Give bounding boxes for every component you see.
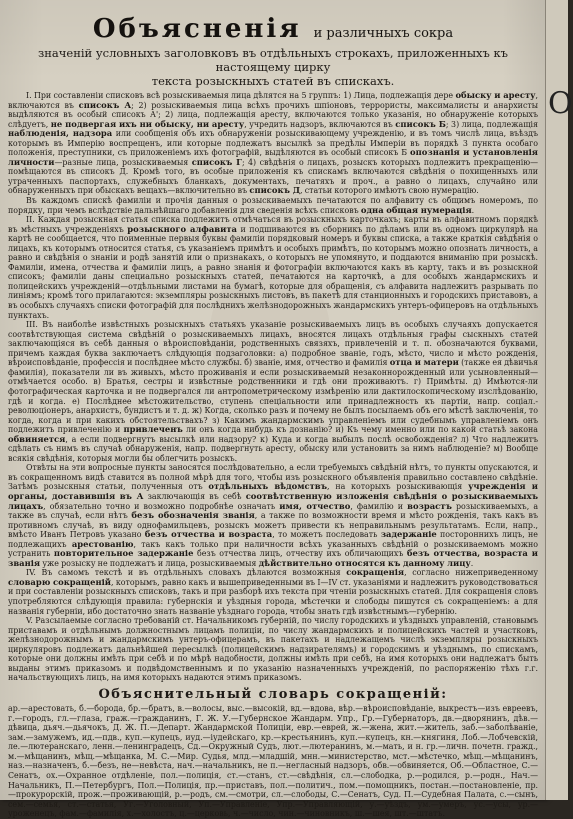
text-run: IV. Въ самомъ текстѣ и въ отдѣльныхъ словахъ дѣлаются возможныя (26, 568, 341, 578)
adjacent-page-edge (545, 0, 573, 800)
text-run: , а также по возможности время и мѣсто рожденія, такъ какъ въ противномъ случаѣ, въ виду однофамильцевъ, розыскъ можетъ привести къ неправильнымъ результатамъ. Если, напр., вмѣсто Иванъ Петровъ указано (8, 511, 538, 540)
text-run: шпіоновъ, террористы, максималисты и анархисты выдѣляются въ особый списокъ А'; 2) лица, подлежащія аресту, включаются только указанія, но обнаруженіе которыхъ слѣдуетъ, (8, 100, 539, 129)
text-run: , такъ какъ только при наличности всѣхъ указанныхъ свѣдѣній о розыскиваемомъ можно устранить (8, 539, 538, 559)
paragraph-III (8, 320, 538, 463)
text-run: , которымъ, равно какъ и вышеприведенными въ I—IV ст. указаніями и надлежитъ руководствоваться и при составленіи розыскныхъ списковъ, такъ и при разборѣ ихъ текста при чтеніи розыскныхъ статей. Для сокращенія словъ употребляются слѣдующія правила: губернскія и уѣздныя города, мѣстечки и слободы пишутся съ сокращеніемъ: а для названія губерніи, ибо достаточно знать названіе уѣзднаго города, чтобы знать гдѣ извѣстнымъ—губернію. (8, 577, 539, 616)
text-run: , то можетъ последовать (272, 530, 378, 540)
emphasis: списокъ Г (191, 156, 242, 167)
emphasis: отца и матери (389, 357, 459, 368)
emphasis: списокъ Б (395, 118, 446, 129)
emphasis: обыску и аресту (455, 90, 536, 100)
emphasis: соотвѣтственную изложенія свѣдѣнія о розыскиваемыхъ лицахъ (8, 490, 538, 511)
text-run: , обязательно точно и возможно подробнѣе означать (43, 501, 276, 511)
text-run: розыскиваемыхъ, а также въ случаѣ, если нѣтъ (8, 501, 539, 521)
paragraph-II (8, 215, 538, 320)
emphasis: наблюденія, надзора (8, 128, 113, 139)
text-run: и подшиваются въ сборникъ по дѣламъ или въ одномъ циркулярѣ на картѣ не сообщается, что поименные первыя буквы фамиліи порядковый номеръ и буквы списка, а также краткія свѣдѣнія о лицахъ, къ которымъ относится статья, съ указаніемъ примѣтъ и особыхъ примѣтъ, по которымъ можно опознать личность, а равно и свѣдѣнія о знаніи и родѣ занятій или о признакахъ, о которыхъ не упомянуто, и поддаются вниманію при розыскѣ. Фамиліи, имена, отчества и фамиліи лицъ, а равно знанія и фотографіи включаются какъ въ карту, такъ и въ розыскной списокъ; фамиліи даны специально розыскныхъ статей, печатаются на карточкѣ, а для особыхъ жандармскихъ и полицейскихъ учрежденій—отдѣльными листами на бумагѣ, которые для обращенія, съ алфавита надлежитъ разрывать по линіямъ; кромѣ того прилагаются: экземпляры розыскныхъ листовъ, въ пакетѣ для станционныхъ и городскихъ приставовъ, а въ особыхъ случаяхъ списки фотографій для послѣднихъ желѣзнодорожныхъ жандармскихъ унтеръ-офицеровъ на отдѣльныхъ пунктахъ. (8, 224, 538, 320)
emphasis: не подвергая ихъ ни обыску, ни аресту (50, 118, 245, 129)
emphasis: дѣйствительно относятся къ данному лицу (258, 557, 471, 568)
text-run: ; 4) свѣдѣнія о лицахъ, розыскъ которыхъ подлежитъ прекращенію—помѣщаются въ списокъ Д. Кромѣ того, въ особые приложенія къ спискамъ включаются свѣдѣнія о похищенныхъ или утраченныхъ паспортахъ, служебныхъ бланкахъ, документахъ, печатяхъ и проч., а равно о лицахъ, случайно или обнаруженныхъ при обыскахъ вещахъ—включительно въ (8, 157, 538, 196)
emphasis: возрастъ (407, 500, 452, 511)
text-run: заключающія въ себѣ (147, 491, 242, 501)
text-run: ; 2) розыскиваемыя лица всѣхъ прочихъ (131, 100, 310, 110)
emphasis: повторительное задержаніе (53, 548, 194, 559)
text-run: II. Каждая розыскная статья списка подлежитъ отмѣчаться въ розыскныхъ карточкахъ; карты въ алфавитномъ порядкѣ въ мѣстныхъ учрежденіяхъ (8, 215, 538, 234)
adjacent-page-glyph: О (548, 86, 573, 121)
text-run: , включаются въ (8, 91, 539, 110)
subtitle-line-2: текста розыскныхъ статей въ спискахъ. (151, 74, 395, 88)
emphasis: одна общая нумерація (360, 204, 472, 215)
text-run: I. При составленіи списковъ всѣ розыскиваемыя лица дѣлятся на 5 группъ: (26, 91, 341, 100)
emphasis: арестованію (71, 538, 134, 549)
text-run: ; 3) лица, подлежащія (445, 119, 539, 129)
text-run: или сообщенія объ ихъ обнаруженіи розыскивающему учрежденію, и въ томъ числѣ лица, въѣздъ которымъ въ Имперію воспрещенъ, или которые подлежатъ высылкѣ за предѣлы Имперіи въ порядкѣ 3 пункта особаго положенія, преступники, съ приложеніемъ ихъ фотографій, выдѣляются въ особый списокъ Б (8, 129, 538, 158)
text-run: 1) Лица, подлежащія дере (343, 91, 454, 100)
paragraph-I (8, 91, 538, 196)
emphasis: обвиняется (8, 433, 66, 444)
title-rest: и различныхъ сокра (313, 26, 454, 41)
text-run: —разные лица, розыскиваемыя (54, 157, 189, 167)
emphasis: безъ отчества и возраста (144, 529, 273, 540)
text-run: уже розыску не подлежатъ и лица, розыскиваемыя (42, 558, 257, 568)
emphasis: списокъ А (78, 99, 132, 110)
emphasis: задержаніе (380, 529, 437, 540)
emphasis: сокращенія (346, 567, 405, 578)
text-run: , фамилію и (350, 501, 403, 511)
text-run: III. Въ наиболѣе извѣстныхъ розыскныхъ статьяхъ указаніе розыскиваемыхъ лицъ въ особыхъ случаяхъ допускается соотвѣтствующая система свѣдѣній о розыскиваемыхъ лицахъ, вносятся лицахъ отдѣльныя графы сыскныхъ статей заключающіяся въ себѣ данныя о вѣроисповѣданіи, родственныхъ связяхъ, привлеченій и т. п. обозначаются буквами, причемъ каждая буква заключаетъ слѣдующія подзаголовки: а) подробное званіе, годъ, мѣсто, число и мѣсто рожденія, вѣроисповѣданіе, профессія и послѣднее мѣсто службы. б) званіе, имя, отчество и фамилія (8, 320, 538, 368)
emphasis: имя, отчество (279, 500, 351, 511)
paragraph-IV (8, 568, 538, 616)
emphasis: безъ отчества, возраста и званія (8, 548, 538, 568)
text-run: Отвѣты на эти вопросные пункты заносятся послѣдовательно, а если требуемыхъ свѣдѣній нѣтъ, то пункты опускаются, и въ сокращенномъ видѣ ставится въ полной мѣрѣ для того, чтобы изъ розыскного объявленія правильно составлено свѣдѣніе. Затѣмъ розыскныя статьи, полученныя отъ (8, 463, 538, 492)
title-main: Объясненія (92, 14, 302, 44)
paragraph-V (8, 616, 538, 683)
text-run: , а если подвергнутъ высылкѣ или надзору? к) Куда и когда выбылъ послѣ освобожденія? л) Что надлежитъ сдѣлать съ нимъ въ случаѣ обнаруженія, напр. подвергнуть аресту, обыску или установить за нимъ наблюденіе? м) Вообще всякія свѣдѣнія, которыя могли бы облегчить розыскъ. (8, 434, 538, 463)
paragraph-4 (8, 463, 538, 568)
text-run: (также ея дѣвичья фамилія), показатели ли въ живыхъ, мѣсто проживанія и если розыскиваемый незаконнорожденный или усыновленный—отмѣчается особо. в) Братья, сестры и извѣстные родственники и гдѣ они проживаютъ. г) Примѣты. д) Имѣются-ли фотографическая карточка и не подвергался ли антропометрическому измѣренію или дактилоскопическому изслѣдованію, гдѣ и когда. е) Послѣднее мѣстожительство, ступень спеціальности или принадлежность къ партіи, напр. соціал.-революціонеръ, анархистъ, бундистъ и т. д. ж) Когда, сколько разъ и почему не былъ посылаемъ объ его мѣстѣ заключенія, то когда, когда и при какихъ обстоятельствахъ? з) Какимъ жандармскимъ управленіемъ или судебнымъ управленіемъ онъ подлежитъ привлеченію и (8, 358, 539, 435)
emphasis: привлеченъ (123, 424, 183, 435)
text-run: безъ отчества лицъ, отчеству ихъ обличающихъ (196, 549, 404, 559)
document-title (8, 14, 538, 44)
text-run: . (470, 558, 474, 568)
text-run: , учредить надзоръ, включаются въ (244, 119, 393, 129)
emphasis: опознанія и установленія личности (8, 147, 538, 167)
text-run: , на которыхъ розыскивающія (327, 482, 463, 492)
document-content (8, 14, 538, 819)
text-run: Въ каждомъ спискѣ фамиліи и прочія данныя о розыскиваемыхъ печатаются по алфавиту съ общимъ номеромъ, по порядку, при чемъ вслѣдствіе дальнѣйшаго добавленія для сведенія всѣхъ списковъ (8, 196, 538, 215)
text-run: , статьи которого имѣютъ свою нумерацію. (300, 186, 479, 196)
emphasis: безъ обозначенія званія (131, 510, 255, 521)
text-run: постороннихъ лицъ, не подлежащихъ (8, 530, 538, 549)
subtitle-line-1: значеній условныхъ заголовковъ въ отдѣльныхъ строкахъ, приложенныхъ къ настоящему цирку (38, 46, 508, 74)
text-run: , согласно нижеприведенному (404, 568, 538, 578)
emphasis: розыскного алфавита (127, 223, 237, 234)
text-run: . (471, 205, 475, 215)
dictionary-title: Объяснительный словарь сокращеній: (98, 686, 448, 702)
emphasis: списокъ Д (249, 185, 301, 196)
text-run: V. Разсылаемые согласно требованій ст. Начальникомъ губерній, по числу городскихъ и уѣздныхъ управленій, становымъ приставамъ и отдѣльнымъ должностнымъ лицамъ полиціи, по числу жандармскихъ и полицейскихъ частей и участковъ, желѣзнодорожнымъ и жандармскимъ унтеръ-офицерамъ, въ пакетахъ и надлежащемъ числѣ экземпляры розыскныхъ циркуляровъ подлежатъ дальнѣйшей пересылкѣ (полицейскимъ надзирателямъ) и городскимъ и уѣзднымъ, по спискамъ, которые они должны имѣть при себѣ и по мѣрѣ надобности, должны имѣть при себѣ, на имя которыхъ они надлежатъ быть выданы этимъ приказомъ и подвѣдомственнымъ и по указанію назначенныхъ учрежденій, по распоряженію тѣхъ г.г. начальствующихъ лицъ, на имя которыхъ надаются этимъ приказомъ. (8, 616, 538, 683)
emphasis: учрежденія и органы, доставившія въ А (8, 481, 538, 501)
document-subtitle (8, 46, 538, 88)
text-run: ли онъ когда нибудь къ дознанію? и) Къ чему именно или по какой статьѣ закона (185, 425, 538, 435)
dictionary-text: ар.—арестовать, б.—борода, бр.—братъ, в.—волосы, выс.—высокій, вд.—вдова, вѣр.—вѣроисповѣданіе, выкрестъ—изъ евреевъ, г.—городъ, гл.—глаза, граж.—гражданинъ, Г. Ж. У.—Губернское Жандарм. Упр., Гр.—Губернаторъ, дв.—дворянинъ, дѣв.—дѣвица, дьяч.—дьячокъ, Д. Ж. П.—Департ. Жандармской Полиціи, евр.—еврей, ж.—жена, жит.—житель, заб.—заболѣваніе, зам.—замужемъ, ид.—пдв., куп.—купецъ, иуд.—іудейскаго, кр.—крестьянинъ, куп.—купецъ, кн.—княгиня, Лоб.—Лобчевскій, ле.—лютеранскаго, ленн.—ленинградецъ, Сд.—Окружный Судъ, лют.—лютеранинъ, м.—мать, и н. гр.—личн. почетн. гражд., м.—мѣщанинъ, мѣщ.—мѣщанка, М. С.—Мир. Судья, млд.—младшій, мнн.—министерство, мст.—мѣстечко, мѣщ.—мѣщанинъ, наз.—назначенъ, б.—безъ, не—невѣста, нач.—начальникъ, не п.—негласный надзоръ, обв.—обвиняется, Об.—Областное, С.—Сенатъ, ох.—Охранное отдѣленіе, пол.—полиція, ст.—станъ, ст.—свѣдѣнія, сл.—слободка, р.—родился, р.—родн., Нач.—Начальникъ, П.—Петербургъ, Пол.—Полиція, пр.—приставъ, пол.—политич., пом.—помощникъ, постан.—постановленіе, пр.—прокурорскій, прож.—проживающій, р.—родъ, см.—смотри, сл.—слободы, С.—Сенатъ, Суд. П.—Судебная Палата, с.—сынъ, сем.—семья, ст.—статья, Уг.—Уголовный, Уп.—Управленіе, Упр.—Управляющій, у.—уѣздъ, ум.—умеръ, ус.—усы, ур.—уроженецъ, фам.—фамилія, х.—холостъ, ц.—церковь, ч.—число, чин.—чиновникъ, ш.—шея, шт.—штатъ. (8, 703, 538, 819)
emphasis: словарю сокращеній (8, 576, 111, 587)
emphasis: отдѣльныхъ вѣдомствъ (208, 481, 328, 492)
paragraph-2 (8, 196, 538, 215)
